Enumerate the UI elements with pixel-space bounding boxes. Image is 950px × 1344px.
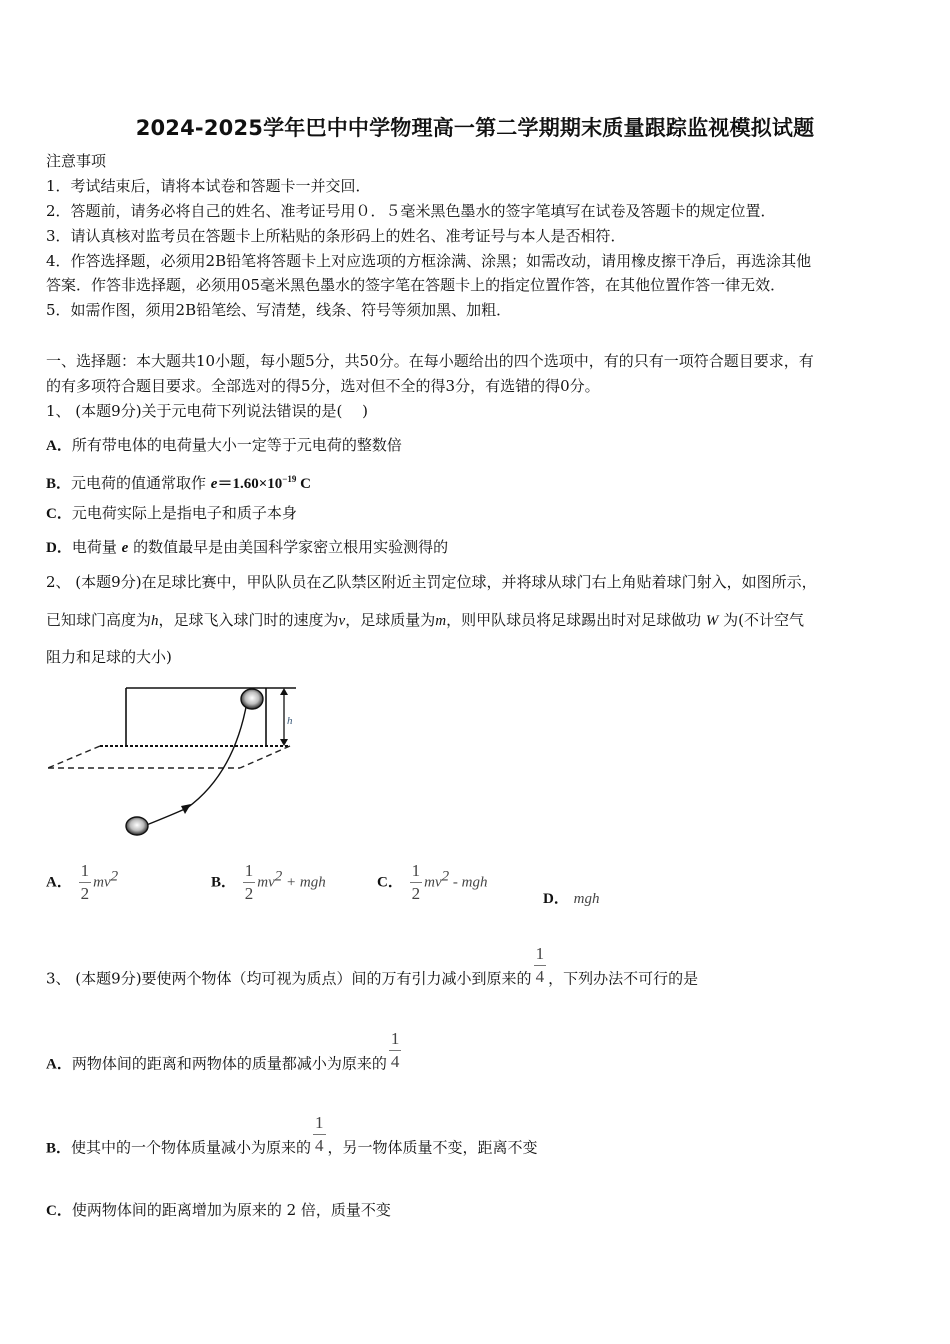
height-label: h: [287, 715, 293, 727]
option-label: D．: [46, 540, 72, 556]
notice-item: 3．请认真核对监考员在答题卡上所粘贴的条形码上的姓名、准考证号与本人是否相符．: [46, 227, 626, 245]
exponent: −19: [282, 474, 297, 484]
option-label: A．: [46, 438, 72, 454]
fraction: [389, 1030, 402, 1071]
option-b: [211, 862, 326, 903]
option-b: [46, 469, 311, 494]
fraction-denominator: 2: [411, 884, 421, 903]
option-text: 元电荷实际上是指电子和质子本身: [71, 504, 297, 522]
option-text: 使两物体间的距离增加为原来的 2 倍，质量不变: [71, 1201, 391, 1219]
option-label: A．: [46, 874, 72, 891]
question-stem: [46, 945, 698, 989]
option-a: [46, 435, 402, 456]
expression: + mgh: [282, 874, 326, 891]
fraction: [313, 1114, 326, 1155]
notice-item: 1．考试结束后，请将本试卷和答题卡一并交回．: [46, 177, 371, 195]
value-text: ＝1.60×10: [217, 476, 283, 492]
expression: - mgh: [449, 874, 488, 891]
option-c: [377, 862, 487, 903]
stem-text: 3、 (本题9分)要使两个物体（均可视为质点）间的万有引力减小到原来的: [46, 969, 532, 988]
fraction: [79, 862, 92, 903]
option-text: ，另一物体质量不变，距离不变: [327, 1138, 538, 1157]
option-label: B．: [46, 1140, 72, 1157]
fraction: [410, 862, 423, 903]
notice-item: 2．答题前，请务必将自己的姓名、准考证号用０．５毫米黑色墨水的签字笔填写在试卷及答题卡的规定位置．: [46, 202, 776, 220]
variable-h: h: [151, 613, 159, 629]
question-stem: 2、 (本题9分)在足球比赛中，甲队队员在乙队禁区附近主罚定位球，并将球从球门右上角贴着球门射入，如图所示，: [46, 573, 817, 591]
page-title: 2024-2025学年巴中中学物理高一第二学期期末质量跟踪监视模拟试题: [135, 116, 815, 140]
variable-m: m: [435, 613, 447, 629]
stem-text: 已知球门高度为: [46, 611, 152, 629]
variable-e: e: [210, 476, 218, 492]
option-c: [46, 503, 297, 524]
section-instructions: 一、选择题：本大题共10小题，每小题5分，共50分。在每小题给出的四个选项中，有的只有一项符合题目要求，有: [46, 352, 814, 370]
fraction-denominator: 4: [535, 967, 545, 986]
arrow-icon: [181, 804, 191, 814]
exponent: 2: [441, 868, 450, 885]
stem-text: 为(不计空气: [718, 611, 804, 629]
section-instructions: 的有多项符合题目要求。全部选对的得5分，选对但不全的得3分，有选错的得0分。: [46, 377, 600, 395]
option-text: 的数值最早是由美国科学家密立根用实验测得的: [128, 538, 449, 556]
notice-item: 5．如需作图，须用2B铅笔绘、写清楚，线条、符号等须加黑、加粗．: [46, 301, 512, 319]
stem-text: ，足球飞入球门时的速度为: [158, 611, 339, 629]
option-c: [46, 1200, 391, 1221]
question-stem: 阻力和足球的大小): [46, 648, 172, 666]
question-stem: 1、 (本题9分)关于元电荷下列说法错误的是( ): [46, 402, 369, 420]
fraction-denominator: 2: [244, 884, 254, 903]
fraction-numerator: 1: [313, 1114, 326, 1135]
fraction-numerator: 1: [410, 862, 423, 883]
option-b: [46, 1114, 538, 1159]
soccer-goal-diagram: [44, 684, 304, 844]
variable-e: e: [121, 540, 129, 556]
option-text: 所有带电体的电荷量大小一定等于元电荷的整数倍: [71, 436, 402, 454]
option-label: C．: [46, 506, 72, 522]
option-label: A．: [46, 1056, 72, 1073]
stem-text: ，下列办法不可行的是: [548, 969, 699, 988]
notice-heading: 注意事项: [46, 152, 107, 170]
variable-w: W: [705, 613, 719, 629]
unit-text: C: [296, 476, 312, 492]
question-stem: [46, 610, 804, 631]
notice-item: 答案．作答非选择题，必须用05毫米黑色墨水的签字笔在答题卡上的指定位置作答，在其他位置作答一律无效．: [46, 276, 786, 294]
expression: mgh: [573, 891, 600, 907]
fraction-denominator: 2: [80, 884, 90, 903]
option-label: C．: [46, 1203, 72, 1219]
option-text: 使其中的一个物体质量减小为原来的: [71, 1138, 312, 1157]
option-a: [46, 862, 118, 903]
variable-v: v: [338, 613, 346, 629]
option-text: 电荷量: [71, 538, 122, 556]
fraction-numerator: 1: [243, 862, 256, 883]
expression: mv: [93, 874, 111, 891]
stem-text: ，足球质量为: [345, 611, 436, 629]
ball-icon: [241, 689, 263, 709]
option-label: B．: [46, 476, 72, 492]
fraction: [534, 945, 547, 986]
fraction-denominator: 4: [390, 1052, 400, 1071]
option-text: 两物体间的距离和两物体的质量都减小为原来的: [71, 1054, 387, 1073]
option-label: D．: [543, 891, 569, 907]
fraction-numerator: 1: [79, 862, 92, 883]
option-d: [543, 888, 599, 909]
exponent: 2: [110, 868, 119, 885]
option-a: [46, 1030, 403, 1075]
fraction-denominator: 4: [315, 1136, 324, 1155]
fraction-numerator: 1: [389, 1030, 402, 1051]
option-d: [46, 537, 448, 558]
exponent: 2: [274, 868, 283, 885]
option-text: 元电荷的值通常取作: [71, 474, 211, 492]
notice-item: 4．作答选择题，必须用2B铅笔将答题卡上对应选项的方框涂满、涂黑；如需改动，请用橡皮擦干净后，再选涂其他: [46, 252, 812, 270]
expression: mv: [424, 874, 442, 891]
option-label: C．: [377, 874, 403, 891]
expression: mv: [257, 874, 275, 891]
ball-icon: [126, 817, 148, 835]
fraction-numerator: 1: [534, 945, 547, 966]
option-label: B．: [211, 874, 237, 891]
stem-text: ，则甲队球员将足球踢出时对足球做功: [446, 611, 706, 629]
fraction: [243, 862, 256, 903]
